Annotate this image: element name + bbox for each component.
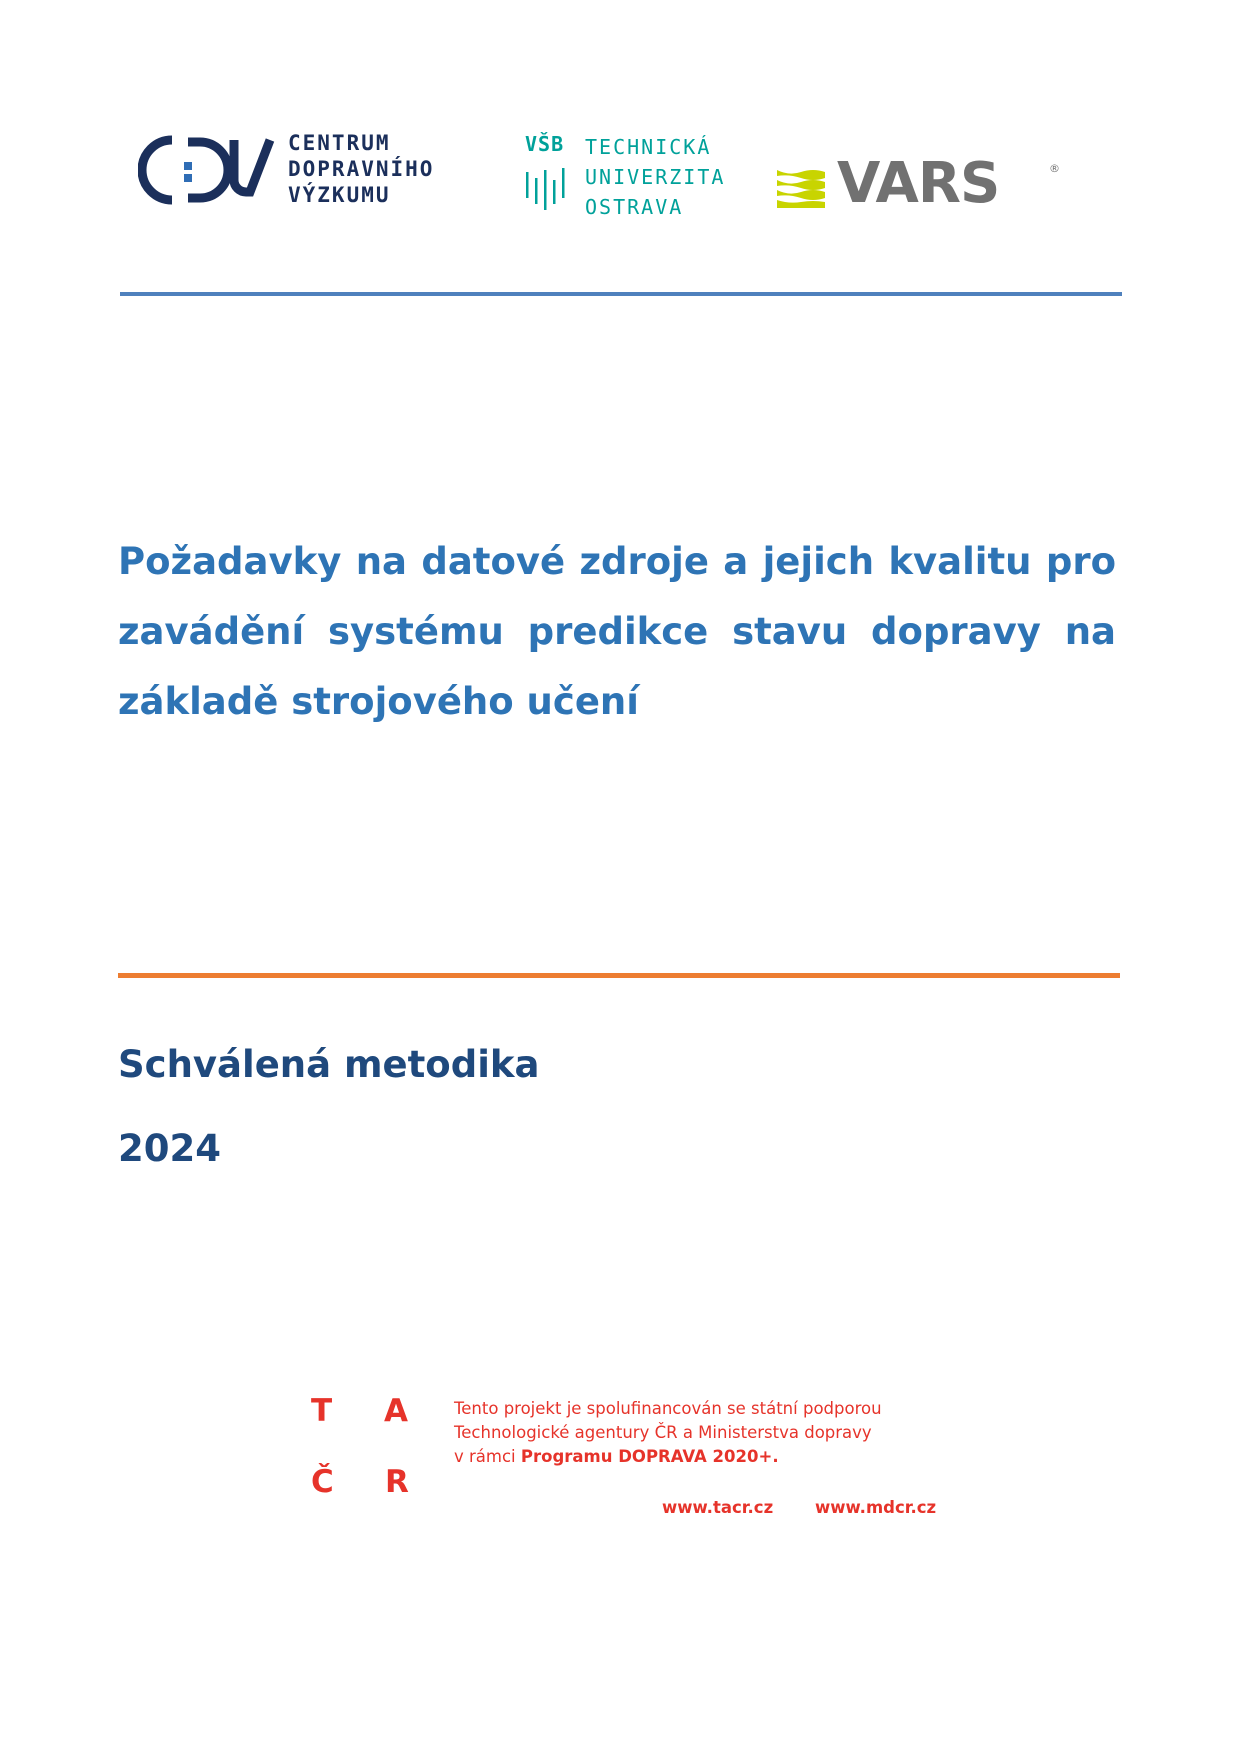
funding-note (454, 1397, 974, 1469)
vars-logo (777, 151, 1077, 220)
vsb-logo-abbreviation: VŠB (525, 132, 565, 156)
header-divider (120, 292, 1122, 296)
title-divider (118, 973, 1120, 978)
document-title: Požadavky na datové zdroje a jejich kvalitu pro zavádění systému predikce stavu dopravy na základě strojového učení (118, 540, 1116, 723)
mdcr-url-link[interactable]: www.mdcr.cz (815, 1498, 937, 1517)
vars-registered-mark: ® (1049, 162, 1060, 175)
cdv-logo-line: DOPRAVNÍHO (288, 157, 435, 181)
tacr-logo-letter: A (384, 1393, 408, 1429)
vsb-logo-text (585, 132, 725, 222)
vars-flag-icon (777, 168, 825, 208)
document-type: Schválená metodika (118, 1043, 540, 1086)
funding-note-prefix: v rámci (454, 1447, 521, 1466)
cdv-logo-line: VÝZKUMU (288, 183, 391, 207)
funding-note-line: Tento projekt je spolufinancován se státní podporou (454, 1399, 882, 1418)
tacr-url-link[interactable]: www.tacr.cz (662, 1498, 774, 1517)
tacr-logo-letter: T (311, 1393, 333, 1429)
vsb-logo-line: OSTRAVA (585, 195, 684, 219)
cdv-logo-line: CENTRUM (288, 131, 391, 155)
cdv-logo-text (288, 130, 434, 208)
vsb-logo (525, 132, 745, 222)
cdv-logo (138, 130, 468, 214)
tacr-logo-letter: R (385, 1464, 409, 1500)
vsb-logo-line: TECHNICKÁ (585, 135, 712, 159)
document-year: 2024 (118, 1127, 221, 1170)
vars-logo-word: VARS (837, 151, 1000, 216)
funding-program-name: Programu DOPRAVA 2020+ (520, 1447, 773, 1466)
vsb-logo-line: UNIVERZITA (585, 165, 726, 189)
funding-note-line (454, 1445, 974, 1469)
funding-note-suffix: . (772, 1447, 779, 1466)
vsb-bars-icon (525, 166, 571, 216)
funding-note-line: Technologické agentury ČR a Ministerstva dopravy (454, 1423, 872, 1442)
tacr-logo-letter: Č (311, 1464, 334, 1500)
cdv-logo-mark-icon (138, 134, 278, 206)
